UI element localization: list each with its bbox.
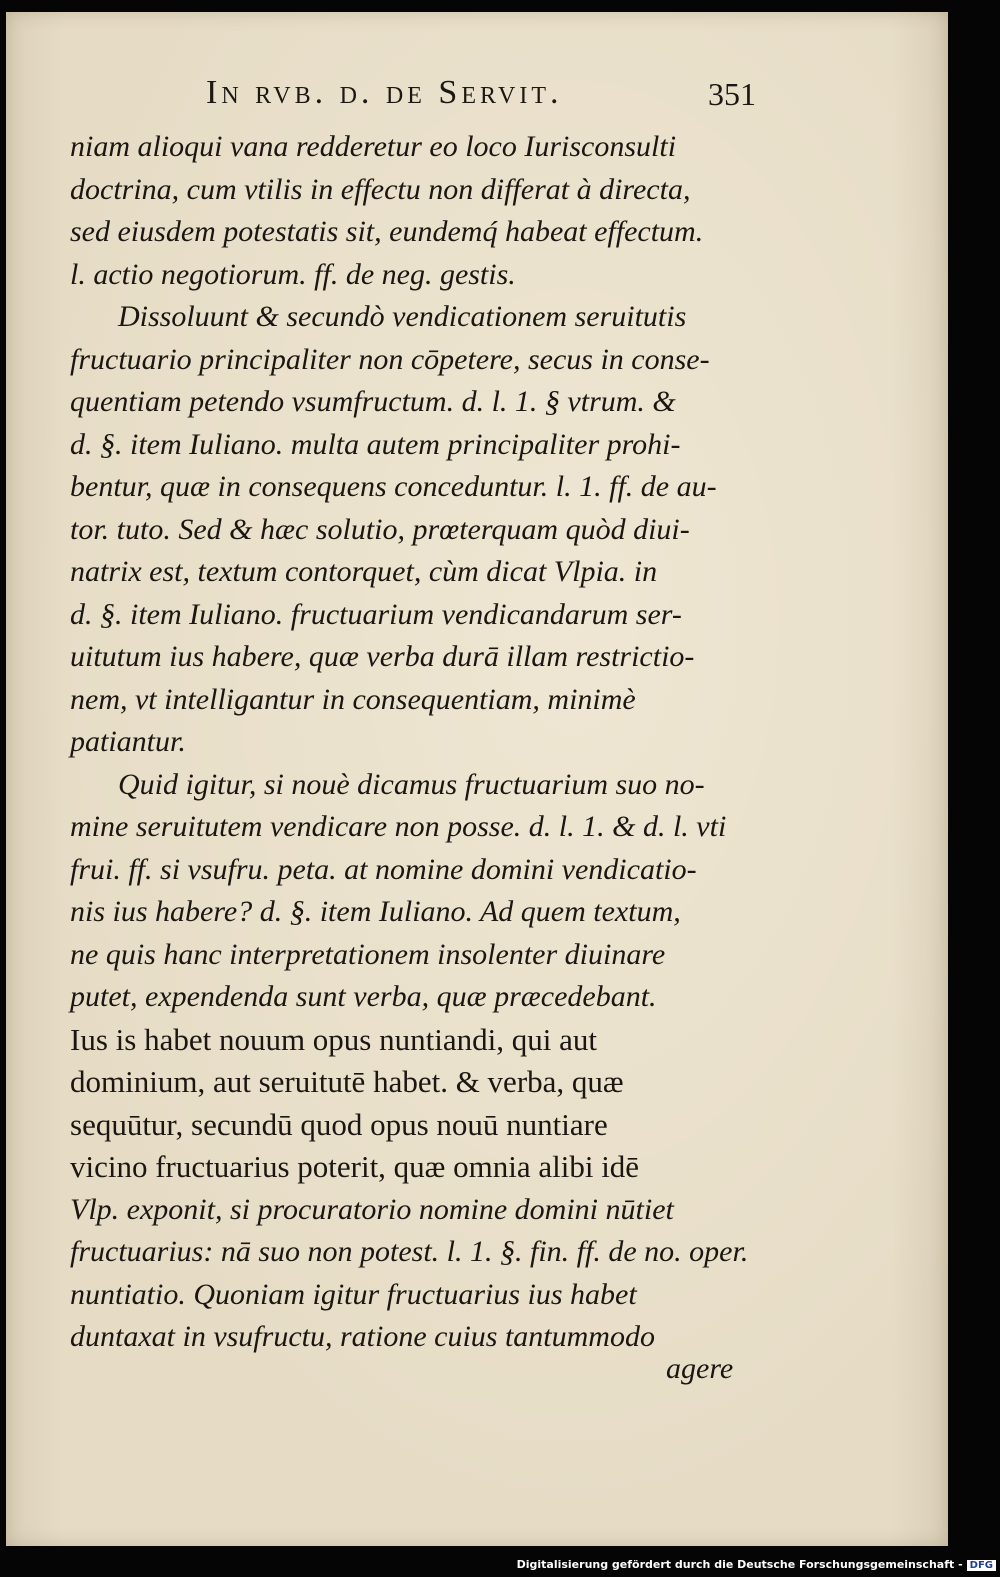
page-number: 351 xyxy=(708,76,756,112)
text-line: vicino fructuarius poterit, quæ omnia alibi idē xyxy=(70,1149,640,1184)
text-line: Vlp. exponit, si procuratorio nomine domini nūtiet xyxy=(70,1192,674,1226)
text-line: d. §. item Iuliano. fructuarium vendicandarum ser- xyxy=(70,597,682,631)
text-line: putet, expendenda sunt verba, quæ præcedebant. xyxy=(70,980,657,1013)
running-title: In rvb. d. de Servit. xyxy=(206,74,563,111)
digitization-credit xyxy=(517,1558,996,1571)
text-line: sequūtur, secundū quod opus nouū nuntiare xyxy=(70,1106,608,1142)
catchword: agere xyxy=(666,1352,734,1385)
text-line: uitutum ius habere, quæ verba durā illam restrictio- xyxy=(70,640,695,673)
text-line: nem, vt intelligantur in consequentiam, minimè xyxy=(70,682,636,716)
text-line: nis ius habere? d. §. item Iuliano. Ad quem textum, xyxy=(70,895,681,928)
text-line: l. actio negotiorum. ff. de neg. gestis. xyxy=(70,257,516,291)
text-line: doctrina, cum vtilis in effectu non differat à directa, xyxy=(70,172,691,206)
text-line: nuntiatio. Quoniam igitur fructuarius ius habet xyxy=(70,1277,637,1311)
text-line: sed eiusdem potestatis sit, eundemq́ habeat effectum. xyxy=(70,215,704,248)
text-line: d. §. item Iuliano. multa autem principaliter prohi- xyxy=(70,427,681,461)
text-line: Quid igitur, si nouè dicamus fructuarium suo no- xyxy=(118,767,705,801)
text-line: frui. ff. si vsufru. peta. at nomine domini vendicatio- xyxy=(70,852,697,886)
text-line: duntaxat in vsufructu, ratione cuius tantummodo xyxy=(70,1320,655,1353)
text-line: fructuario principaliter non cōpetere, secus in conse- xyxy=(70,342,710,376)
body-text xyxy=(70,126,749,1359)
text-line: patiantur. xyxy=(70,725,186,758)
text-line: fructuarius: nā suo non potest. l. 1. §. fin. ff. de no. oper. xyxy=(70,1235,749,1268)
text-line: mine seruitutem vendicare non posse. d. l. 1. & d. l. vti xyxy=(70,810,727,843)
text-line: dominium, aut seruitutē habet. & verba, quæ xyxy=(70,1064,624,1099)
text-line: ne quis hanc interpretationem insolenter diuinare xyxy=(70,937,666,971)
page-header xyxy=(206,74,756,124)
text-line: quentiam petendo vsumfructum. d. l. 1. § vtrum. & xyxy=(70,385,676,418)
text-line: natrix est, textum contorquet, cùm dicat Vlpia. in xyxy=(70,555,658,588)
text-line: tor. tuto. Sed & hæc solutio, prœterquam quòd diui- xyxy=(70,512,690,546)
credit-text: Digitalisierung gefördert durch die Deutsche Forschungsgemeinschaft - xyxy=(516,1558,963,1571)
dfg-logo: DFG xyxy=(967,1560,996,1571)
text-line: Dissoluunt & secundò vendicationem seruitutis xyxy=(118,300,687,333)
text-line: niam alioqui vana redderetur eo loco Iurisconsulti xyxy=(70,130,677,163)
book-page xyxy=(6,12,948,1546)
text-line: bentur, quæ in consequens conceduntur. l. 1. ff. de au- xyxy=(70,470,717,503)
text-line: Ius is habet nouum opus nuntiandi, qui aut xyxy=(70,1021,597,1057)
